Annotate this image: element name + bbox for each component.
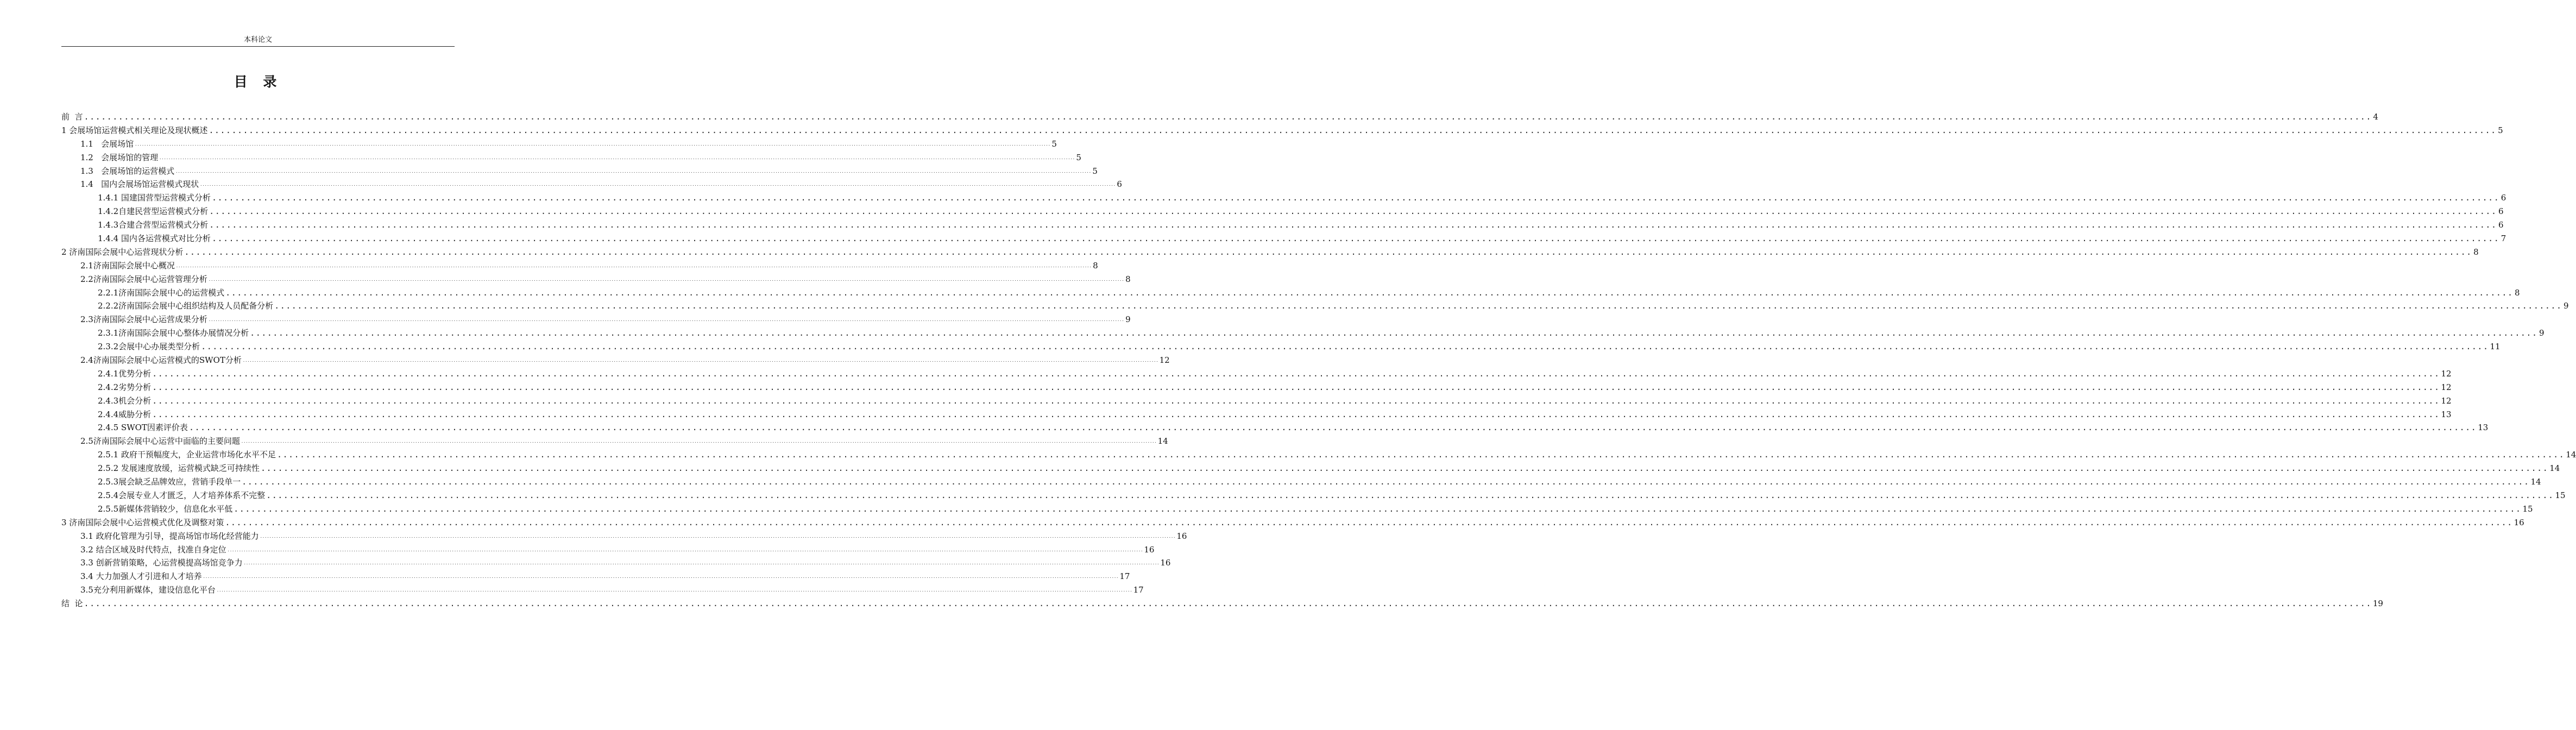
toc-entry-page-number: 19 bbox=[2372, 599, 2383, 609]
toc-entry-page-number: 6 bbox=[2498, 220, 2504, 230]
toc-entry[interactable] bbox=[61, 137, 1057, 151]
toc-entry-label: 2.5.4会展专业人才匮乏，人才培养体系不完整 bbox=[98, 490, 266, 500]
toc-entry-label: 3.5充分利用新媒体，建设信息化平台 bbox=[80, 585, 216, 595]
toc-entry[interactable] bbox=[61, 110, 2378, 124]
toc-entry-label: 1.3 会展场馆的运营模式 bbox=[80, 166, 175, 176]
toc-dot-leader: ................................................................................................................................................................................................................................................................................................................................................................................................................ bbox=[135, 142, 1050, 147]
toc-entry[interactable] bbox=[61, 570, 1130, 583]
toc-dot-leader: ................................................................................................................................................................................................................................................................................................................................................................................................................ bbox=[242, 477, 2530, 487]
toc-entry[interactable] bbox=[61, 435, 1168, 448]
toc-entry[interactable] bbox=[61, 475, 2541, 489]
toc-dot-leader: ................................................................................................................................................................................................................................................................................................................................................................................................................ bbox=[209, 206, 2497, 217]
toc-entry-label: 2.4.5 SWOT因素评价表 bbox=[98, 423, 188, 433]
toc-entry-page-number: 14 bbox=[1157, 436, 1168, 446]
toc-entry[interactable] bbox=[61, 489, 2566, 502]
toc-dot-leader: ................................................................................................................................................................................................................................................................................................................................................................................................................ bbox=[184, 247, 2472, 257]
toc-entry-label: 3.2 结合区域及时代特点，找准自身定位 bbox=[80, 544, 226, 555]
toc-entry-page-number: 8 bbox=[1093, 260, 1098, 270]
toc-entry[interactable] bbox=[61, 408, 2452, 421]
page-title: 目 录 bbox=[234, 74, 282, 90]
toc-entry[interactable] bbox=[61, 313, 1131, 326]
toc-entry[interactable] bbox=[61, 286, 2520, 300]
toc-entry-label: 2.3.2会展中心办展类型分析 bbox=[98, 342, 200, 352]
toc-entry-page-number: 8 bbox=[2514, 287, 2520, 298]
toc-entry[interactable] bbox=[61, 530, 1187, 543]
toc-entry-label: 2 济南国际会展中心运营现状分析 bbox=[61, 247, 184, 257]
toc-entry-page-number: 13 bbox=[2441, 409, 2452, 419]
toc-entry-page-number: 7 bbox=[2501, 234, 2506, 244]
toc-entry[interactable] bbox=[61, 259, 1098, 273]
toc-entry[interactable] bbox=[61, 381, 2452, 394]
toc-entry[interactable] bbox=[61, 340, 2501, 354]
toc-entry-page-number: 9 bbox=[1125, 314, 1131, 325]
toc-entry-label: 3.1 政府化管理为引导，提高场馆市场化经营能力 bbox=[80, 531, 259, 541]
toc-dot-leader: ................................................................................................................................................................................................................................................................................................................................................................................................................ bbox=[152, 382, 2440, 392]
toc-entry-page-number: 6 bbox=[1117, 179, 1122, 190]
toc-entry-label: 1 会展场馆运营模式相关理论及现状概述 bbox=[61, 125, 208, 135]
toc-dot-leader: ................................................................................................................................................................................................................................................................................................................................................................................................................ bbox=[209, 125, 2497, 135]
toc-entry-page-number: 15 bbox=[2522, 504, 2533, 514]
toc-dot-leader: ................................................................................................................................................................................................................................................................................................................................................................................................................ bbox=[225, 287, 2514, 298]
toc-entry-label: 1.4.2自建民营型运营模式分析 bbox=[98, 206, 209, 217]
toc-entry-page-number: 11 bbox=[2490, 342, 2501, 352]
toc-dot-leader: ................................................................................................................................................................................................................................................................................................................................................................................................................ bbox=[175, 169, 1091, 174]
toc-entry-page-number: 14 bbox=[2549, 463, 2560, 474]
toc-entry-label: 1.2 会展场馆的管理 bbox=[80, 152, 159, 162]
toc-dot-leader: ................................................................................................................................................................................................................................................................................................................................................................................................................ bbox=[201, 342, 2489, 352]
toc-entry-label: 2.5.2 发展速度放缓，运营模式缺乏可持续性 bbox=[98, 463, 260, 474]
toc-dot-leader: ................................................................................................................................................................................................................................................................................................................................................................................................................ bbox=[227, 548, 1143, 552]
toc-entry-page-number: 12 bbox=[2441, 395, 2452, 406]
toc-dot-leader: ................................................................................................................................................................................................................................................................................................................................................................................................................ bbox=[159, 155, 1075, 160]
toc-entry-page-number: 5 bbox=[1051, 139, 1057, 149]
toc-entry[interactable] bbox=[61, 516, 2524, 530]
toc-entry[interactable] bbox=[61, 354, 1170, 367]
toc-entry-label: 结 论 bbox=[61, 599, 83, 609]
toc-entry[interactable] bbox=[61, 218, 2504, 232]
toc-entry-label: 1.4.3合建合营型运营模式分析 bbox=[98, 220, 209, 230]
toc-dot-leader: ................................................................................................................................................................................................................................................................................................................................................................................................................ bbox=[211, 234, 2500, 244]
toc-entry[interactable] bbox=[61, 191, 2506, 205]
toc-dot-leader: ................................................................................................................................................................................................................................................................................................................................................................................................................ bbox=[260, 534, 1176, 539]
toc-entry-label: 2.5.1 政府干预幅度大，企业运营市场化水平不足 bbox=[98, 450, 276, 460]
toc-entry-label: 2.1济南国际会展中心概况 bbox=[80, 260, 175, 270]
toc-entry-page-number: 5 bbox=[2498, 125, 2503, 135]
toc-entry-page-number: 8 bbox=[2473, 247, 2479, 257]
toc-entry-page-number: 6 bbox=[2498, 206, 2504, 217]
toc-dot-leader: ................................................................................................................................................................................................................................................................................................................................................................................................................ bbox=[274, 301, 2562, 311]
toc-entry-page-number: 15 bbox=[2555, 490, 2566, 500]
toc-dot-leader: ................................................................................................................................................................................................................................................................................................................................................................................................................ bbox=[200, 182, 1116, 187]
toc-entry-label: 3 济南国际会展中心运营模式优化及调整对策 bbox=[61, 517, 224, 527]
toc-entry[interactable] bbox=[61, 421, 2489, 435]
toc-entry-page-number: 12 bbox=[2441, 382, 2452, 392]
toc-entry[interactable] bbox=[61, 543, 1155, 557]
toc-dot-leader: ................................................................................................................................................................................................................................................................................................................................................................................................................ bbox=[208, 277, 1124, 282]
toc-dot-leader: ................................................................................................................................................................................................................................................................................................................................................................................................................ bbox=[152, 409, 2440, 419]
toc-entry[interactable] bbox=[61, 246, 2479, 259]
toc-entry-page-number: 17 bbox=[1119, 571, 1130, 582]
toc-entry-page-number: 17 bbox=[1133, 585, 1144, 595]
toc-entry[interactable] bbox=[61, 165, 1098, 178]
toc-entry-label: 2.2济南国际会展中心运营管理分析 bbox=[80, 274, 207, 284]
table-of-contents bbox=[61, 110, 2576, 611]
toc-entry[interactable] bbox=[61, 232, 2506, 246]
toc-entry-label: 2.2.1济南国际会展中心的运营模式 bbox=[98, 287, 225, 298]
toc-entry-label: 3.3 创新营销策略，心运营模提高场馆竞争力 bbox=[80, 558, 243, 568]
toc-entry-label: 1.4.4 国内各运营模式对比分析 bbox=[98, 234, 211, 244]
page-header bbox=[61, 36, 455, 47]
toc-dot-leader: ................................................................................................................................................................................................................................................................................................................................................................................................................ bbox=[152, 368, 2440, 379]
toc-entry-page-number: 12 bbox=[1159, 355, 1170, 366]
toc-dot-leader: ................................................................................................................................................................................................................................................................................................................................................................................................................ bbox=[225, 517, 2513, 527]
toc-entry-page-number: 16 bbox=[1176, 531, 1187, 541]
toc-dot-leader: ................................................................................................................................................................................................................................................................................................................................................................................................................ bbox=[260, 463, 2549, 474]
header-rule bbox=[61, 46, 455, 47]
toc-entry-page-number: 6 bbox=[2501, 193, 2506, 203]
toc-entry-page-number: 8 bbox=[1125, 274, 1131, 284]
toc-entry[interactable] bbox=[61, 326, 2544, 340]
toc-dot-leader: ................................................................................................................................................................................................................................................................................................................................................................................................................ bbox=[243, 561, 1160, 566]
toc-entry-label: 3.4 大力加强人才引进和人才培养 bbox=[80, 571, 202, 582]
toc-entry-label: 2.2.2济南国际会展中心组织结构及人员配备分析 bbox=[98, 301, 274, 311]
toc-entry-page-number: 14 bbox=[2530, 477, 2541, 487]
toc-entry-label: 2.3.1济南国际会展中心整体办展情况分析 bbox=[98, 328, 249, 338]
toc-entry[interactable] bbox=[61, 124, 2503, 137]
toc-dot-leader: ................................................................................................................................................................................................................................................................................................................................................................................................................ bbox=[276, 450, 2565, 460]
toc-entry-page-number: 5 bbox=[1092, 166, 1098, 176]
toc-entry-page-number: 13 bbox=[2478, 423, 2489, 433]
toc-entry-label: 1.4 国内会展场馆运营模式现状 bbox=[80, 179, 199, 190]
toc-dot-leader: ................................................................................................................................................................................................................................................................................................................................................................................................................ bbox=[84, 599, 2372, 609]
toc-entry-label: 2.4.2劣势分析 bbox=[98, 382, 152, 392]
toc-entry-label: 2.5济南国际会展中心运营中面临的主要问题 bbox=[80, 436, 240, 446]
toc-entry[interactable] bbox=[61, 448, 2576, 462]
toc-entry-label: 2.4.4威胁分析 bbox=[98, 409, 152, 419]
toc-entry-label: 2.5.5新媒体营销较少，信息化水平低 bbox=[98, 504, 233, 514]
toc-entry[interactable] bbox=[61, 556, 1171, 570]
toc-entry-label: 2.4.3机会分析 bbox=[98, 395, 152, 406]
toc-dot-leader: ................................................................................................................................................................................................................................................................................................................................................................................................................ bbox=[188, 423, 2477, 433]
toc-entry-label: 2.5.3展会缺乏品牌效应，营销手段单一 bbox=[98, 477, 241, 487]
toc-dot-leader: ................................................................................................................................................................................................................................................................................................................................................................................................................ bbox=[208, 318, 1124, 323]
toc-entry-page-number: 9 bbox=[2563, 301, 2569, 311]
toc-entry-page-number: 12 bbox=[2441, 368, 2452, 379]
toc-entry[interactable] bbox=[61, 597, 2383, 611]
toc-entry-page-number: 16 bbox=[1160, 558, 1171, 568]
toc-entry-page-number: 14 bbox=[2566, 450, 2576, 460]
toc-entry-label: 前 言 bbox=[61, 112, 83, 122]
toc-dot-leader: ................................................................................................................................................................................................................................................................................................................................................................................................................ bbox=[211, 193, 2500, 203]
toc-dot-leader: ................................................................................................................................................................................................................................................................................................................................................................................................................ bbox=[203, 575, 1119, 580]
toc-entry[interactable] bbox=[61, 273, 1131, 286]
toc-entry-page-number: 4 bbox=[2373, 112, 2378, 122]
toc-entry[interactable] bbox=[61, 205, 2504, 218]
toc-entry-label: 2.4.1优势分析 bbox=[98, 368, 152, 379]
toc-entry-label: 2.3济南国际会展中心运营成果分析 bbox=[80, 314, 207, 325]
toc-entry[interactable] bbox=[61, 367, 2452, 381]
toc-dot-leader: ................................................................................................................................................................................................................................................................................................................................................................................................................ bbox=[266, 490, 2554, 500]
toc-entry-page-number: 5 bbox=[1076, 152, 1081, 162]
toc-entry[interactable] bbox=[61, 178, 1122, 191]
toc-dot-leader: ................................................................................................................................................................................................................................................................................................................................................................................................................ bbox=[209, 220, 2497, 230]
toc-entry[interactable] bbox=[61, 394, 2452, 408]
toc-entry[interactable] bbox=[61, 299, 2569, 313]
header-text: 本科论文 bbox=[243, 36, 272, 44]
toc-dot-leader: ................................................................................................................................................................................................................................................................................................................................................................................................................ bbox=[175, 263, 1092, 268]
toc-dot-leader: ................................................................................................................................................................................................................................................................................................................................................................................................................ bbox=[241, 439, 1157, 444]
toc-dot-leader: ................................................................................................................................................................................................................................................................................................................................................................................................................ bbox=[250, 328, 2538, 338]
toc-entry[interactable] bbox=[61, 151, 1081, 165]
toc-entry-page-number: 16 bbox=[1144, 544, 1155, 555]
toc-dot-leader: ................................................................................................................................................................................................................................................................................................................................................................................................................ bbox=[242, 358, 1158, 363]
toc-entry[interactable] bbox=[61, 462, 2560, 475]
toc-dot-leader: ................................................................................................................................................................................................................................................................................................................................................................................................................ bbox=[152, 395, 2440, 406]
toc-entry-page-number: 9 bbox=[2539, 328, 2544, 338]
toc-entry[interactable] bbox=[61, 502, 2533, 516]
toc-dot-leader: ................................................................................................................................................................................................................................................................................................................................................................................................................ bbox=[84, 112, 2372, 122]
toc-dot-leader: ................................................................................................................................................................................................................................................................................................................................................................................................................ bbox=[216, 588, 1132, 593]
toc-entry-label: 1.1 会展场馆 bbox=[80, 139, 134, 149]
toc-entry-page-number: 16 bbox=[2514, 517, 2524, 527]
toc-entry-label: 2.4济南国际会展中心运营模式的SWOT分析 bbox=[80, 355, 242, 366]
toc-entry-label: 1.4.1 国建国营型运营模式分析 bbox=[98, 193, 211, 203]
toc-entry[interactable] bbox=[61, 583, 1144, 597]
toc-dot-leader: ................................................................................................................................................................................................................................................................................................................................................................................................................ bbox=[234, 504, 2522, 514]
